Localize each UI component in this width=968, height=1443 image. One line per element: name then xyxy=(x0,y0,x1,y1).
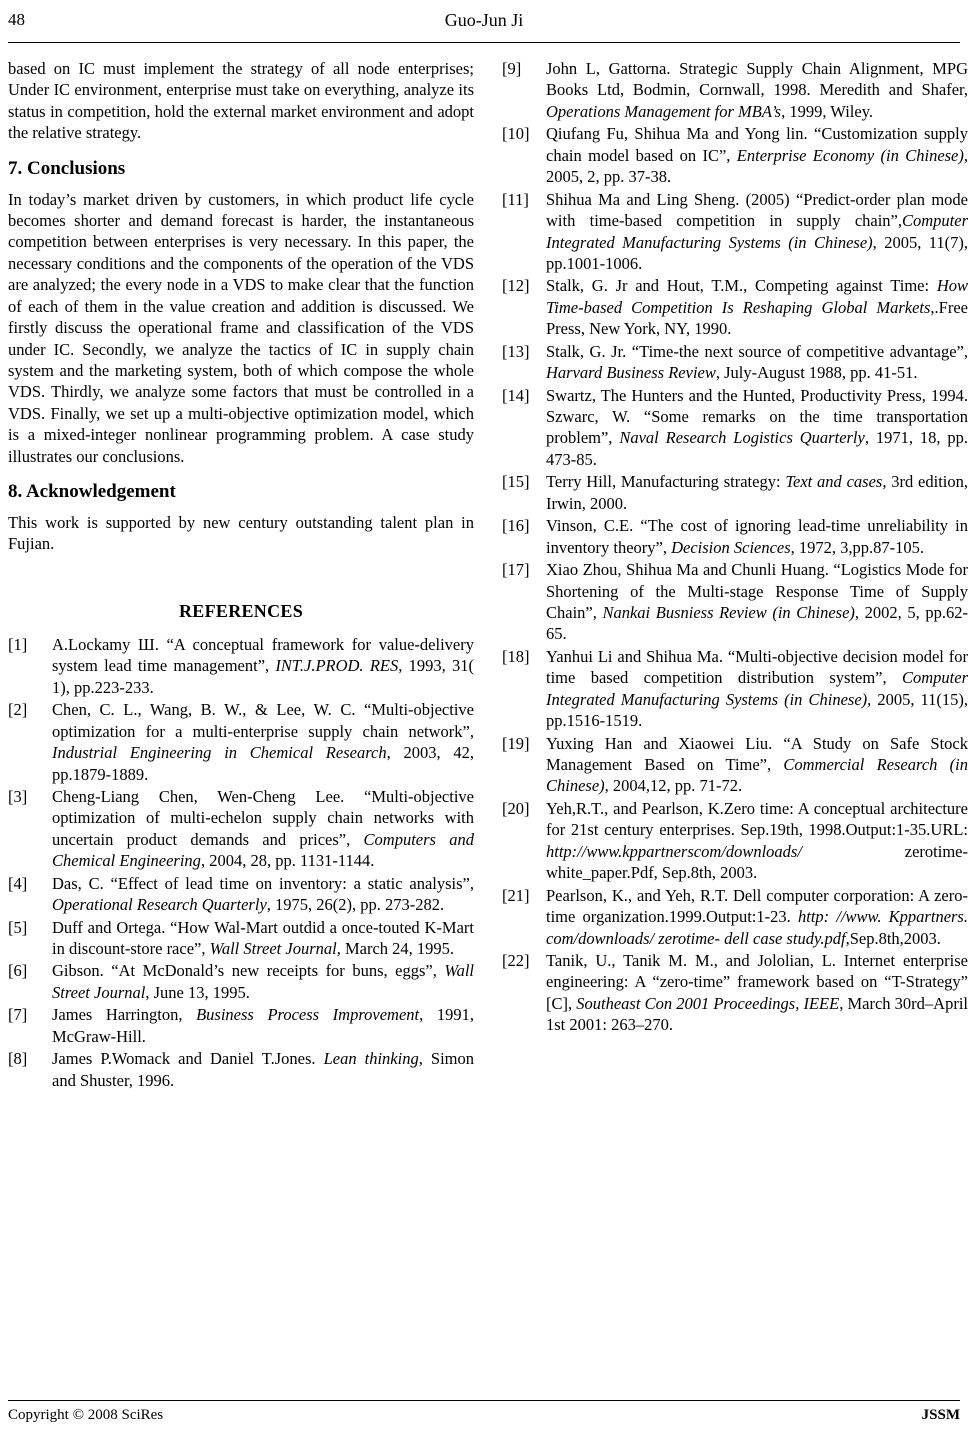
reference-text xyxy=(52,1005,474,1045)
reference-text xyxy=(546,799,968,882)
reference-text-run: Tanik, U., Tanik M. M., and Jololian, L. Internet enterprise engineering: A “zero-time” framework based on “T-Strategy” [C], xyxy=(546,950,968,1013)
reference-item xyxy=(8,1048,474,1091)
footer-rule xyxy=(8,1400,960,1401)
reference-item xyxy=(502,58,968,122)
reference-text-run: Swartz, The Hunters and the Hunted, Productivity Press, 1994. Szwarc, W. “Some remarks on the time transportation problem”, xyxy=(546,385,968,448)
reference-text-run: , 1991, McGraw-Hill. xyxy=(52,1005,474,1046)
reference-text xyxy=(52,635,474,697)
reference-title-italic: Wall Street Journal xyxy=(52,961,474,1002)
reference-text xyxy=(52,874,474,914)
reference-number: [20] xyxy=(502,798,530,818)
reference-item xyxy=(8,873,474,916)
reference-text-run: , 2005, 2, pp. 37-38. xyxy=(546,145,968,187)
reference-title-italic: How Time-based Competition Is Reshaping Global Markets xyxy=(546,276,968,317)
reference-text-run: ,.Free Press, New York, NY, 1990. xyxy=(546,297,968,339)
reference-item xyxy=(502,471,968,514)
reference-text xyxy=(546,59,968,121)
reference-text-run: March 24, 1995. xyxy=(340,939,455,959)
reference-text xyxy=(546,124,968,186)
reference-text-run: Das, C. “Effect of lead time on inventory: a static analysis”, xyxy=(52,873,474,893)
reference-title-italic: Decision Sciences xyxy=(671,537,791,557)
reference-text xyxy=(546,647,968,730)
reference-number: [18] xyxy=(502,646,530,666)
reference-text-run: Pearlson, K., and Yeh, R.T. Dell computer corporation: A zero-time organization.1999.Output:1-23. xyxy=(546,885,968,927)
reference-text-run: Terry Hill, Manufacturing strategy: xyxy=(546,472,786,492)
reference-item xyxy=(502,559,968,645)
two-column-body xyxy=(8,58,968,1383)
left-column xyxy=(8,58,474,1092)
reference-item xyxy=(502,123,968,187)
reference-item xyxy=(8,960,474,1003)
reference-text-run: James P.Womack and Daniel T.Jones. xyxy=(52,1049,324,1069)
continued-paragraph: based on IC must implement the strategy of all node enterprises; Under IC environment, enterprise must take on everything, analyze its status in competition, hold the external market environment and adopt the relative strategy. xyxy=(8,59,474,143)
reference-text xyxy=(546,386,968,469)
reference-number: [4] xyxy=(8,873,28,893)
reference-title-italic: Enterprise Economy (in Chinese) xyxy=(736,145,964,165)
reference-number: [13] xyxy=(502,341,530,361)
acknowledgement-paragraph: This work is supported by new century outstanding talent plan in Fujian. xyxy=(8,513,474,554)
right-column xyxy=(502,58,968,1037)
reference-item xyxy=(502,341,968,384)
reference-text-run: , 2005, 11(7), pp.1001-1006. xyxy=(546,232,968,273)
reference-title-italic: Lean thinking xyxy=(323,1049,419,1069)
reference-text-run: , 2005, 11(15), pp.1516-1519. xyxy=(546,689,968,731)
reference-text-run: , 1993, 31( 1), pp.223-233. xyxy=(52,656,474,697)
reference-number: [12] xyxy=(502,276,530,296)
reference-text-run: Yuxing Han and Xiaowei Liu. “A Study on Safe Stock Management Based on Time”, xyxy=(546,733,968,774)
reference-item xyxy=(502,646,968,732)
conclusions-paragraph: In today’s market driven by customers, in which product life cycle becomes shorter and demand forecast is harder, the instantaneous competition between enterprises is very necessary. In this paper, the necessary conditions and the components of the operation of the VDS are analyzed; the every node in a VDS to make clear that the function of each of them in the value creation and addition is discussed. We firstly discuss the operational frame and classification of the VDS under IC. Secondly, we analyze the tactics of IC in supply chain system and the marketing system, both of which compose the whole VDS. Thirdly, we analyze some factors that must be controlled in a VDS. Finally, we set up a multi-objective optimization model, which is a mixed-integer nonlinear programming problem. A case study illustrates our conclusions. xyxy=(8,189,474,466)
reference-text xyxy=(546,560,968,643)
reference-text-run: , 1999, Wiley. xyxy=(781,101,874,121)
reference-text xyxy=(52,1049,474,1089)
reference-title-italic: Industrial Engineering in Chemical Research xyxy=(52,743,387,763)
reference-item xyxy=(502,733,968,797)
reference-item xyxy=(502,798,968,884)
reference-title-italic: Operational Research Quarterly xyxy=(52,895,267,915)
reference-number: [1] xyxy=(8,634,28,654)
reference-text xyxy=(546,951,968,1034)
reference-text xyxy=(52,787,474,870)
reference-text-run: , 1975, 26(2), pp. 273-282. xyxy=(266,895,445,915)
reference-number: [5] xyxy=(8,917,28,937)
reference-text-run: ,Sep.8th,2003. xyxy=(845,928,941,948)
reference-text-run: Yanhui Li and Shihua Ma. “Multi-objective decision model for time based competition distribution system”, xyxy=(546,646,968,688)
reference-text-run: , 2004, 28, pp. 1131-1144. xyxy=(200,851,375,871)
reference-text-run: , 2002, 5, pp.62-65. xyxy=(546,602,968,644)
reference-list-right xyxy=(502,58,968,1036)
reference-title-italic: Harvard Business Review xyxy=(546,363,716,383)
reference-title-italic: Nankai Busniess Review (in Chinese) xyxy=(602,602,855,622)
reference-text xyxy=(52,700,474,783)
reference-title-italic: http://www.kppartnerscom/downloads/ xyxy=(546,841,802,861)
reference-title-italic: http: //www. Kppartners. com/downloads/ zerotime- dell case study.pdf xyxy=(546,907,968,948)
reference-number: [7] xyxy=(8,1005,28,1025)
reference-item xyxy=(502,885,968,949)
reference-text-run: Xiao Zhou, Shihua Ma and Chunli Huang. “Logistics Mode for Shortening of the Multi-stage Response Time of Supply Chain”, xyxy=(546,560,968,622)
reference-text xyxy=(546,734,968,796)
reference-text-run: , June 13, 1995. xyxy=(145,982,250,1002)
reference-text-run: , Simon and Shuster, 1996. xyxy=(52,1049,474,1090)
reference-text-run: Gibson. “At McDonald’s new receipts for buns, eggs”, xyxy=(52,961,445,981)
reference-number: [22] xyxy=(502,950,530,970)
reference-text-run: , 2003, 42, pp.1879-1889. xyxy=(52,743,474,784)
reference-text-run: James Harrington, xyxy=(52,1005,197,1025)
reference-title-italic: Operations Management for MBA’s xyxy=(546,101,782,121)
reference-text xyxy=(546,472,968,512)
reference-title-italic: Naval Research Logistics Quarterly xyxy=(619,428,865,448)
reference-text-run: , July-August 1988, pp. 41-51. xyxy=(715,363,918,383)
reference-title-italic: Business Process Improvement xyxy=(196,1005,420,1025)
reference-text-run: Qiufang Fu, Shihua Ma and Yong lin. “Customization supply chain model based on IC”, xyxy=(546,124,968,165)
reference-number: [10] xyxy=(502,124,530,144)
reference-number: [19] xyxy=(502,733,530,753)
reference-text xyxy=(546,886,968,948)
reference-item xyxy=(8,917,474,960)
running-head xyxy=(8,10,960,38)
reference-number: [15] xyxy=(502,472,530,492)
reference-text-run: Vinson, C.E. “The cost of ignoring lead-time unreliability in inventory theory”, xyxy=(546,516,968,557)
reference-text xyxy=(52,918,474,958)
page-footer xyxy=(8,1407,960,1431)
reference-item xyxy=(502,275,968,339)
reference-item xyxy=(502,515,968,558)
reference-number: [3] xyxy=(8,786,28,806)
reference-number: [8] xyxy=(8,1049,28,1069)
reference-text-run: Stalk, G. Jr. “Time-the next source of competitive advantage”, xyxy=(546,341,968,361)
reference-text-run: zerotime-white_paper.Pdf, Sep.8th, 2003. xyxy=(546,841,968,883)
reference-title-italic: Southeast Con 2001 Proceedings, IEEE xyxy=(576,993,840,1013)
reference-title-italic: Commercial Research (in Chinese) xyxy=(546,755,968,796)
reference-item xyxy=(502,950,968,1036)
reference-item xyxy=(502,189,968,275)
references-heading: REFERENCES xyxy=(178,600,304,621)
reference-text-run: A.Lockamy Ш. “A conceptual framework for value-delivery system lead time management”, xyxy=(52,634,474,676)
reference-text-run: Stalk, G. Jr and Hout, T.M., Competing against Time: xyxy=(546,276,937,296)
reference-text-run: Cheng-Liang Chen, Wen-Cheng Lee. “Multi-objective optimization of multi-echelon supply chain networks with uncertain product demands and prices”, xyxy=(52,786,474,849)
reference-text-run: Yeh,R.T., and Pearlson, K.Zero time: A conceptual architecture for 21st century enterprises. Sep.19th, 1998.Output:1-35.URL: xyxy=(546,798,968,840)
reference-text-run: , 1972, 3,pp.87-105. xyxy=(790,537,925,557)
reference-text xyxy=(546,516,968,556)
reference-text-run: Duff and Ortega. “How Wal-Mart outdid a once-touted K-Mart in discount-store race”, xyxy=(52,917,474,959)
running-title: Guo-Jun Ji xyxy=(444,10,524,30)
reference-number: [11] xyxy=(502,189,529,209)
reference-list-left xyxy=(8,634,474,1091)
reference-text-run: , 1971, 18, pp. 473-85. xyxy=(546,428,968,469)
reference-number: [17] xyxy=(502,560,530,580)
reference-number: [6] xyxy=(8,961,28,981)
reference-item xyxy=(8,634,474,698)
reference-text-run: Chen, C. L., Wang, B. W., & Lee, W. C. “Multi-objective optimization for a multi-enterprise supply chain network”, xyxy=(52,700,474,741)
reference-item xyxy=(8,1004,474,1047)
reference-title-italic: INT.J.PROD. RES xyxy=(275,656,399,676)
reference-title-italic: Computer Integrated Manufacturing Systems (in Chinese) xyxy=(546,211,968,252)
section-heading-conclusions: 7. Conclusions xyxy=(8,157,126,179)
reference-title-italic: Computers and Chemical Engineering xyxy=(52,829,475,871)
reference-item xyxy=(8,699,474,785)
reference-number: [14] xyxy=(502,385,530,405)
header-rule xyxy=(8,42,960,43)
reference-text xyxy=(52,961,474,1001)
reference-number: [16] xyxy=(502,516,530,536)
reference-item xyxy=(502,385,968,471)
reference-text-run: , March 30rd–April 1st 2001: 263–270. xyxy=(546,993,968,1035)
reference-number: [2] xyxy=(8,700,28,720)
copyright-notice: Copyright © 2008 SciRes xyxy=(8,1407,164,1423)
reference-text xyxy=(546,342,968,382)
reference-title-italic: Wall Street Journal, xyxy=(209,939,341,959)
reference-title-italic: Text and cases, xyxy=(785,472,887,492)
reference-text xyxy=(546,276,968,338)
reference-text-run: Shihua Ma and Ling Sheng. (2005) “Predict-order plan mode with time-based competition in supply chain”, xyxy=(546,189,968,231)
reference-title-italic: Computer Integrated Manufacturing Systems (in Chinese) xyxy=(546,668,968,709)
reference-text xyxy=(546,190,968,273)
reference-text-run: , 2004,12, pp. 71-72. xyxy=(604,776,743,796)
page-number: 48 xyxy=(8,10,25,29)
journal-abbreviation: JSSM xyxy=(921,1407,960,1423)
reference-text-run: John L, Gattorna. Strategic Supply Chain Alignment, MPG Books Ltd, Bodmin, Cornwall, 1998. Meredith and Shafer, xyxy=(546,59,968,100)
reference-text-run: 3rd edition, Irwin, 2000. xyxy=(546,472,968,513)
section-heading-acknowledgement: 8. Acknowledgement xyxy=(8,481,176,503)
reference-item xyxy=(8,786,474,872)
reference-number: [9] xyxy=(502,59,522,78)
reference-number: [21] xyxy=(502,885,530,905)
